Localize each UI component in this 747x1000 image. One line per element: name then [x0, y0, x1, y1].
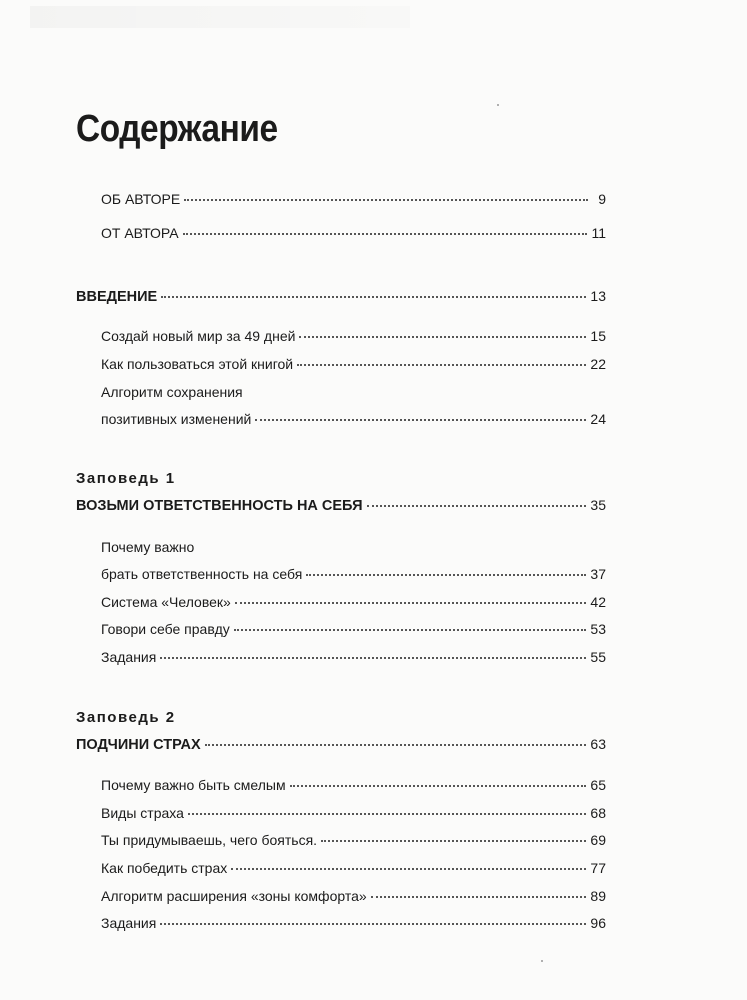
toc-entry-about-author[interactable]	[101, 190, 606, 208]
toc-page-number: 63	[590, 736, 606, 752]
toc-section-label: ВВЕДЕНИЕ	[76, 289, 158, 305]
dot-leader	[321, 840, 586, 842]
dot-leader	[161, 296, 586, 298]
toc-page-number: 42	[590, 594, 606, 610]
dot-leader	[160, 657, 586, 659]
dot-leader	[234, 629, 587, 631]
toc-page-number: 35	[590, 497, 606, 513]
dot-leader	[231, 868, 586, 870]
toc-page-number: 55	[590, 649, 606, 665]
toc-entry-label: ОБ АВТОРЕ	[101, 191, 181, 207]
toc-page-number: 77	[590, 860, 606, 876]
scan-artifact	[30, 6, 410, 28]
page-title: Содержание	[76, 108, 278, 150]
toc-entry[interactable]	[101, 831, 606, 849]
toc-entry-label: Как пользоваться этой книгой	[101, 356, 294, 372]
commandment-heading: Заповедь 1	[76, 470, 176, 487]
toc-entry[interactable]	[101, 859, 606, 877]
toc-entry-label: Задания	[101, 649, 157, 665]
toc-section-label: ПОДЧИНИ СТРАХ	[76, 737, 201, 753]
toc-entry-label: Алгоритм расширения «зоны комфорта»	[101, 888, 367, 904]
toc-page-number: 69	[590, 832, 606, 848]
toc-entry[interactable]	[101, 648, 606, 666]
toc-entry-label-line1: Почему важно	[101, 539, 195, 555]
dot-leader	[290, 785, 587, 787]
toc-entry[interactable]	[101, 355, 606, 373]
dot-leader	[160, 923, 586, 925]
toc-entry[interactable]	[101, 327, 606, 345]
dot-leader	[299, 336, 586, 338]
toc-page-number: 11	[591, 225, 606, 241]
toc-entry[interactable]	[101, 593, 606, 611]
toc-entry-label: Как победить страх	[101, 860, 228, 876]
toc-entry[interactable]	[101, 776, 606, 794]
dot-leader	[188, 813, 587, 815]
scan-speck	[497, 104, 499, 106]
toc-entry[interactable]	[101, 887, 606, 905]
toc-entry[interactable]	[101, 410, 606, 428]
dot-leader	[183, 233, 588, 235]
toc-page-number: 68	[590, 805, 606, 821]
toc-entry-label: Создай новый мир за 49 дней	[101, 328, 296, 344]
toc-entry-label: Задания	[101, 915, 157, 931]
toc-section-commandment-2[interactable]	[76, 735, 606, 754]
toc-page-number: 37	[590, 566, 606, 582]
toc-page-number: 65	[590, 777, 606, 793]
toc-entry-label-line1: Алгоритм сохранения	[101, 384, 243, 400]
toc-section-introduction[interactable]	[76, 287, 606, 306]
toc-entry-label: Ты придумываешь, чего бояться.	[101, 832, 318, 848]
dot-leader	[255, 419, 586, 421]
dot-leader	[371, 896, 587, 898]
dot-leader	[184, 199, 588, 201]
toc-page-number: 89	[590, 888, 606, 904]
toc-page-number: 24	[590, 411, 606, 427]
toc-entry-label: Система «Человек»	[101, 594, 231, 610]
toc-entry[interactable]	[101, 804, 606, 822]
toc-page-number: 22	[590, 356, 606, 372]
toc-section-label: ВОЗЬМИ ОТВЕТСТВЕННОСТЬ НА СЕБЯ	[76, 498, 363, 514]
commandment-heading: Заповедь 2	[76, 709, 176, 726]
toc-entry-label: брать ответственность на себя	[101, 566, 303, 582]
dot-leader	[235, 602, 587, 604]
toc-entry-from-author[interactable]	[101, 224, 606, 242]
toc-entry[interactable]	[101, 620, 606, 638]
toc-entry-label: позитивных изменений	[101, 411, 252, 427]
toc-page-number: 96	[590, 915, 606, 931]
toc-entry[interactable]	[101, 914, 606, 932]
toc-page-number: 9	[598, 191, 606, 207]
toc-entry-label: Виды страха	[101, 805, 184, 821]
dot-leader	[297, 364, 586, 366]
scan-speck	[541, 960, 543, 962]
toc-entry-label: Говори себе правду	[101, 621, 230, 637]
dot-leader	[367, 505, 587, 507]
toc-section-commandment-1[interactable]	[76, 496, 606, 515]
dot-leader	[205, 744, 587, 746]
toc-page-number: 13	[590, 288, 606, 304]
toc-page-number: 15	[590, 328, 606, 344]
toc-entry-label: ОТ АВТОРА	[101, 225, 179, 241]
dot-leader	[306, 574, 586, 576]
toc-page-number: 53	[590, 621, 606, 637]
toc-entry[interactable]	[101, 565, 606, 583]
toc-entry-label: Почему важно быть смелым	[101, 777, 286, 793]
